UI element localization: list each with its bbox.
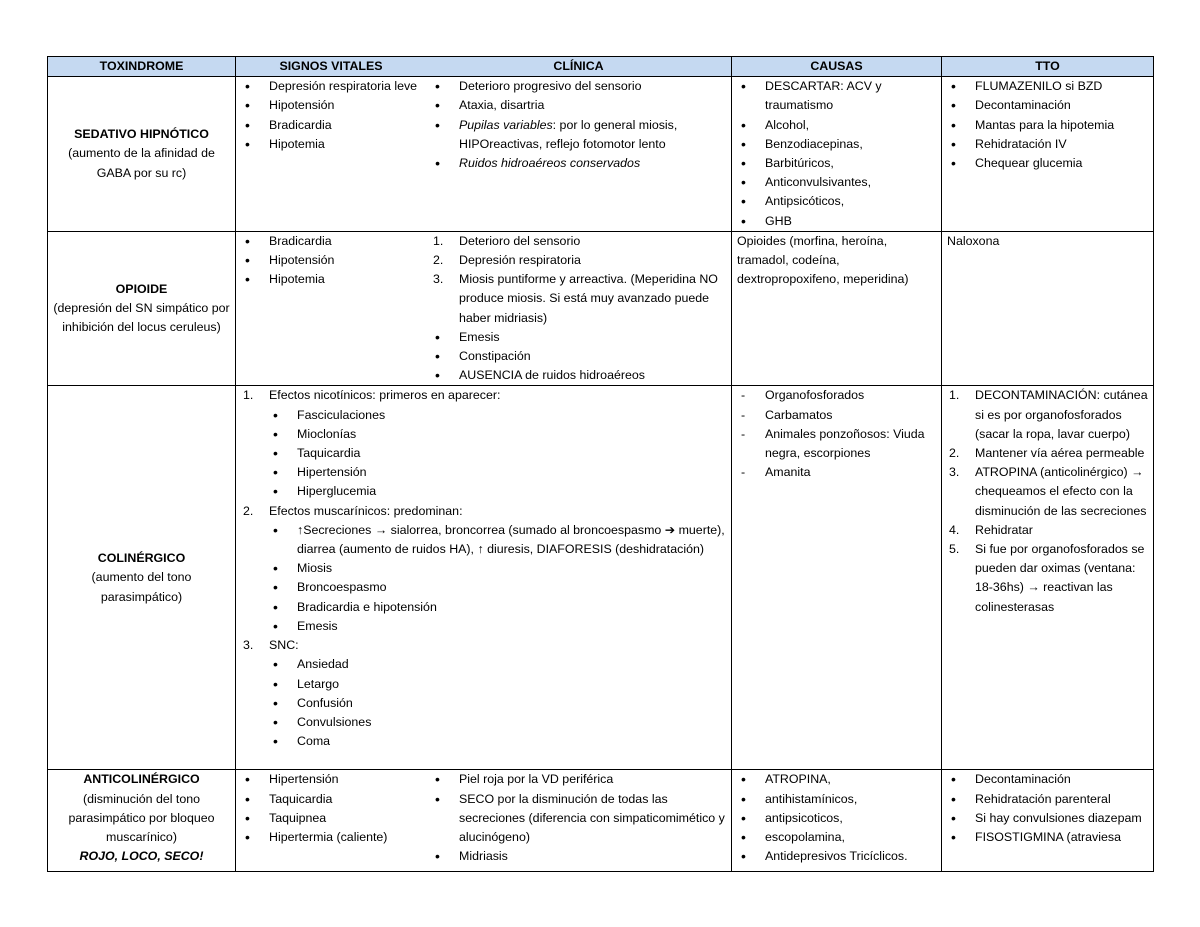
list-item: • Emesis [269,617,726,636]
list-item: • antipsicoticos, [737,809,936,828]
list-item: • Confusión [269,694,726,713]
vitals-list [241,232,431,290]
list-item [241,502,726,636]
clinica-numbered-list [431,232,726,328]
list-item: • Miosis [269,559,726,578]
list-item [241,636,726,751]
tto-list [947,386,1148,616]
list-item: • Chequear glucemia [947,154,1148,173]
list-item: • Antidepresivos Tricíclicos. [737,847,936,866]
list-item: • Emesis [431,328,726,347]
list-item: • Convulsiones [269,713,726,732]
header-toxindrome: TOXINDROME [48,57,236,77]
tto-list [947,77,1148,173]
toxidrome-name: ANTICOLINÉRGICO [83,772,200,787]
list-item: ATROPINA (anticolinérgico) → chequeamos el efecto con la disminución de las secreciones [975,465,1147,518]
list-item: • FISOSTIGMINA (atraviesa [947,828,1148,847]
list-item: • Piel roja por la VD periférica [431,770,726,789]
list-item: • Taquipnea [241,809,431,828]
toxidrome-cell [48,77,236,232]
snc-effects-list [269,655,726,751]
toxidrome-description: (disminución del tono parasimpático por bloqueo muscarínico) [68,791,215,845]
causas-cell [732,770,942,872]
effects-heading: SNC: [269,638,299,653]
list-item: • Taquicardia [241,790,431,809]
toxidrome-name: OPIOIDE [115,281,168,296]
list-item: • Si hay convulsiones diazepam [947,809,1148,828]
row-colinergico [48,386,1154,770]
toxidrome-description: (aumento de la afinidad de GABA por su rc) [68,146,215,180]
effects-heading: Efectos nicotínicos: primeros en aparecer: [269,388,501,403]
list-item [241,386,726,501]
toxidrome-description: (aumento del tono parasimpático) [91,570,192,604]
toxidrome-description: (depresión del SN simpático por inhibición del locus ceruleus) [53,301,230,335]
list-item: Depresión respiratoria [459,253,581,268]
list-item: • Hipotemia [241,135,431,154]
list-item: • Letargo [269,675,726,694]
list-item: • GHB [737,212,936,231]
signos-clinica-cell [236,770,732,872]
list-item: • Hipotensión [241,96,431,115]
list-item: • Mantas para la hipotemia [947,116,1148,135]
clinica-list [431,328,726,386]
list-item: • Fasciculaciones [269,406,726,425]
list-item: • FLUMAZENILO si BZD [947,77,1148,96]
list-item: • Bradicardia [241,116,431,135]
tto-cell [942,77,1154,232]
list-item: • Hiperglucemia [269,482,726,501]
row-sedativo-hipnotico [48,77,1154,232]
list-item: Deterioro del sensorio [459,233,581,248]
list-item: Mantener vía aérea permeable [975,446,1145,461]
causas-cell [732,231,942,386]
list-item: • Mioclonías [269,425,726,444]
toxidrome-motto: ROJO, LOCO, SECO! [79,849,204,864]
signos-clinica-cell [236,231,732,386]
list-item: • Ruidos hidroaéreos conservados [431,154,726,173]
vitals-list [241,77,431,154]
list-item: • ATROPINA, [737,770,936,789]
list-item: • Ataxia, disartria [431,96,726,115]
list-item: Miosis puntiforme y arreactiva. (Meperidina NO produce miosis. Si está muy avanzado puede haber midriasis) [459,272,718,325]
header-signos-vitales: SIGNOS VITALES [279,59,383,73]
header-tto: TTO [942,57,1154,77]
list-item: • antihistamínicos, [737,790,936,809]
vitals-list [241,770,431,847]
muscarinic-effects-list [269,521,726,636]
list-item: • Depresión respiratoria leve [241,77,431,96]
list-item: Si fue por organofosforados se pueden dar oximas (ventana: 18-36hs) → reactivan las colinesterasas [975,542,1145,614]
list-item: • Hipertensión [269,463,726,482]
list-item: - Organofosforados [737,386,936,405]
list-item: • AUSENCIA de ruidos hidroaéreos [431,366,726,385]
pupilas-label: Pupilas variables [459,117,553,132]
list-item: • Anticonvulsivantes, [737,173,936,192]
list-item: DECONTAMINACIÓN: cutánea si es por organofosforados (sacar la ropa, lavar cuerpo) [975,388,1148,441]
list-item: • Decontaminación [947,770,1148,789]
signos-clinica-cell [236,386,732,770]
causas-text: Opioides (morfina, heroína, tramadol, codeína, dextropropoxifeno, meperidina) [737,233,909,287]
list-item: • Rehidratación parenteral [947,790,1148,809]
toxidrome-name: COLINÉRGICO [97,551,186,566]
tto-cell [942,770,1154,872]
list-item: • Benzodiacepinas, [737,135,936,154]
list-item: - Amanita [737,463,936,482]
causas-list [737,770,936,866]
row-anticolinergico [48,770,1154,872]
toxidrome-cell [48,231,236,386]
clinica-list [431,770,726,866]
toxidrome-table [47,56,1154,872]
list-item: • Broncoespasmo [269,578,726,597]
header-clinica: CLÍNICA [553,59,604,73]
tto-list [947,770,1148,847]
list-item: • Bradicardia [241,232,431,251]
list-item: • Coma [269,732,726,751]
list-item: Rehidratar [975,522,1033,537]
header-causas: CAUSAS [732,57,942,77]
list-item: • escopolamina, [737,828,936,847]
list-item: - Animales ponzoñosos: Viuda negra, escorpiones [737,425,936,463]
toxidrome-cell [48,386,236,770]
list-item: • Ansiedad [269,655,726,674]
signos-clinica-cell [236,77,732,232]
header-row [48,57,1154,77]
list-item: • Hipertermia (caliente) [241,828,431,847]
list-item: • ↑Secreciones → sialorrea, broncorrea (sumado al broncoespasmo ➔ muerte), diarrea (aumento de ruidos HA), ↑ diuresis, DIAFORESIS (deshidratación) [269,521,726,559]
list-item: • Constipación [431,347,726,366]
list-item: • Hipertensión [241,770,431,789]
pupilas-detail: : por lo general miosis, HIPOreactivas, reflejo fotomotor lento [459,117,678,151]
list-item: • SECO por la disminución de todas las secreciones (diferencia con simpaticomimético y alucinógeno) [431,790,726,848]
effects-heading: Efectos muscarínicos: predominan: [269,503,463,518]
list-item: • Deterioro progresivo del sensorio [431,77,726,96]
list-item: • Taquicardia [269,444,726,463]
list-item: • Hipotensión [241,251,431,270]
effects-list [241,386,726,751]
nicotinic-effects-list [269,406,726,502]
list-item: • Hipotemia [241,270,431,289]
toxidrome-name: SEDATIVO HIPNÓTICO [74,127,209,142]
list-item: • Decontaminación [947,96,1148,115]
causas-list [737,386,936,482]
list-item: • DESCARTAR: ACV y traumatismo [737,77,936,115]
tto-cell [942,231,1154,386]
list-item: • Bradicardia e hipotensión [269,598,726,617]
toxidrome-cell [48,770,236,872]
causas-cell [732,77,942,232]
list-item: • Alcohol, [737,116,936,135]
tto-text: Naloxona [947,233,1000,248]
list-item: • Rehidratación IV [947,135,1148,154]
row-opioide [48,231,1154,386]
list-item: • Barbitúricos, [737,154,936,173]
tto-cell [942,386,1154,770]
clinica-list [431,77,726,173]
list-item: • Midriasis [431,847,726,866]
list-item: - Carbamatos [737,406,936,425]
causas-list [737,77,936,231]
list-item: • Antipsicóticos, [737,192,936,211]
header-signos-clinica [236,57,732,77]
causas-cell [732,386,942,770]
list-item [431,116,726,154]
